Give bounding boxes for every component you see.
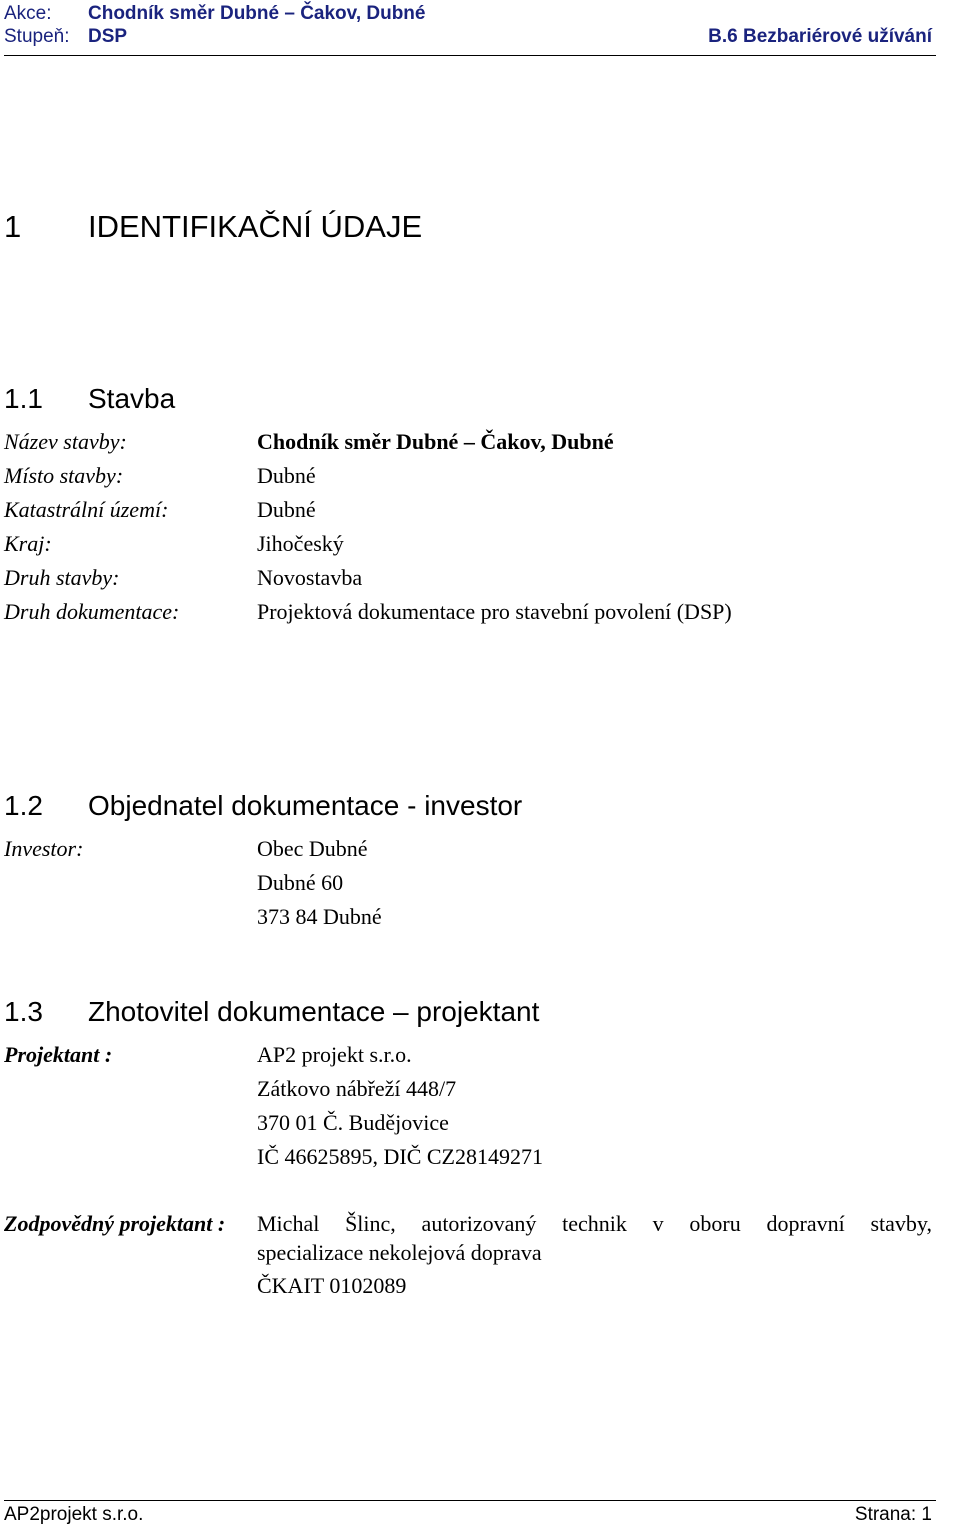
- section-1-1-title: Stavba: [88, 383, 176, 414]
- section-1-1-number: 1.1: [4, 383, 43, 414]
- header-divider: [4, 55, 936, 56]
- projektant-line-3: 370 01 Č. Budějovice: [257, 1110, 449, 1135]
- label-zodpovedny-projektant: Zodpovědný projektant :: [4, 1211, 226, 1236]
- label-investor: Investor:: [4, 836, 84, 861]
- value-druh-stavby: Novostavba: [257, 565, 363, 590]
- header-akce-label: Akce:: [4, 3, 52, 24]
- footer-divider: [4, 1500, 936, 1501]
- header-stupen-value: DSP: [88, 26, 128, 47]
- label-kraj: Kraj:: [4, 531, 52, 556]
- label-nazev-stavby: Název stavby:: [4, 429, 127, 454]
- value-kraj: Jihočeský: [257, 531, 344, 556]
- label-katastralni-uzemi: Katastrální území:: [4, 497, 169, 522]
- value-nazev-stavby: Chodník směr Dubné – Čakov, Dubné: [257, 429, 614, 454]
- section-1-3-heading: [4, 996, 539, 1028]
- section-1-1-heading: [4, 383, 175, 415]
- label-misto-stavby: Místo stavby:: [4, 463, 124, 488]
- projektant-line-4: IČ 46625895, DIČ CZ28149271: [257, 1144, 543, 1169]
- section-1-3-title: Zhotovitel dokumentace – projektant: [88, 996, 540, 1027]
- label-druh-stavby: Druh stavby:: [4, 565, 120, 590]
- projektant-line-2: Zátkovo nábřeží 448/7: [257, 1076, 457, 1101]
- investor-line-3: 373 84 Dubné: [257, 904, 382, 929]
- value-katastralni-uzemi: Dubné: [257, 497, 316, 522]
- label-druh-dokumentace: Druh dokumentace:: [4, 599, 180, 624]
- investor-line-2: Dubné 60: [257, 870, 344, 895]
- projektant-line-1: AP2 projekt s.r.o.: [257, 1042, 412, 1067]
- responsible-line-2: specializace nekolejová doprava: [257, 1240, 542, 1265]
- footer-company: AP2projekt s.r.o.: [4, 1504, 144, 1525]
- header-stupen-label: Stupeň:: [4, 26, 70, 47]
- value-druh-dokumentace: Projektová dokumentace pro stavební povolení (DSP): [257, 599, 732, 624]
- responsible-line-1: Michal Šlinc, autorizovaný technik v oboru dopravní stavby,: [257, 1211, 932, 1236]
- responsible-line-3: ČKAIT 0102089: [257, 1273, 407, 1298]
- header-akce-value: Chodník směr Dubné – Čakov, Dubné: [88, 3, 426, 24]
- label-projektant: Projektant :: [4, 1042, 113, 1067]
- chapter-title: IDENTIFIKAČNÍ ÚDAJE: [88, 209, 423, 244]
- section-1-2-heading: [4, 790, 522, 822]
- value-misto-stavby: Dubné: [257, 463, 316, 488]
- header-section-ref: B.6 Bezbariérové užívání: [708, 26, 932, 47]
- section-1-3-number: 1.3: [4, 996, 43, 1027]
- section-1-2-title: Objednatel dokumentace - investor: [88, 790, 523, 821]
- chapter-number: 1: [4, 209, 22, 244]
- investor-line-1: Obec Dubné: [257, 836, 368, 861]
- chapter-heading: [4, 209, 422, 245]
- section-1-2-number: 1.2: [4, 790, 43, 821]
- footer-page-number: Strana: 1: [854, 1504, 932, 1525]
